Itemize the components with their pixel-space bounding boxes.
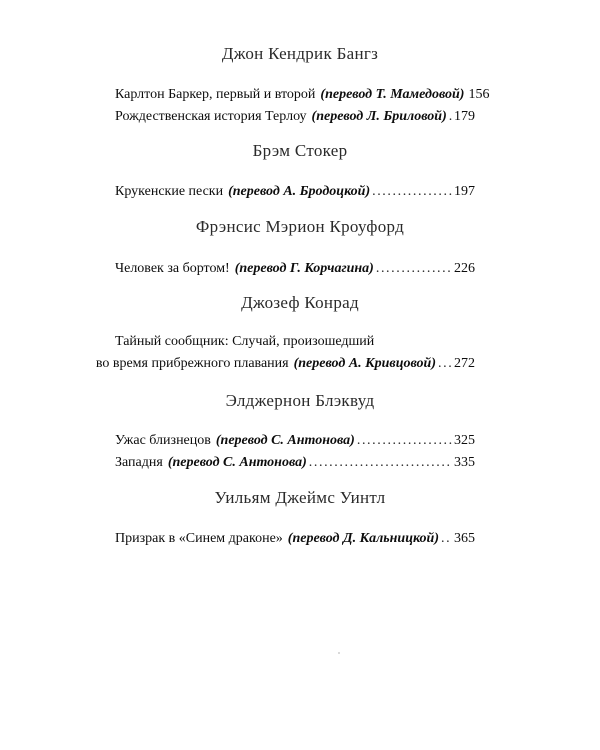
entry-title: Рождественская история Терлоу xyxy=(115,109,307,124)
entry-page-number: 325 xyxy=(454,433,475,448)
entry-translator: (перевод С. Антонова) xyxy=(215,433,355,448)
dot-leader xyxy=(309,454,452,472)
toc-entry xyxy=(0,355,475,373)
entry-title: Ужас близнецов xyxy=(115,433,211,448)
entry-translator: (перевод Д. Кальницкой) xyxy=(287,531,440,546)
entry-translator: (перевод Л. Бриловой) xyxy=(311,109,447,124)
toc-entry xyxy=(115,432,475,450)
entry-translator: (перевод А. Бродоцкой) xyxy=(228,184,371,199)
toc-entry xyxy=(115,454,475,472)
dot-leader xyxy=(376,260,452,278)
entry-translator: (перевод А. Кривцовой) xyxy=(293,356,436,371)
author-heading: Джон Кендрик Бангз xyxy=(221,44,379,63)
entry-page-number: 226 xyxy=(454,261,475,276)
author-heading: Элджернон Блэквуд xyxy=(225,391,375,410)
toc-entry xyxy=(115,86,490,104)
entry-title: Человек за бортом! xyxy=(115,261,230,276)
entry-title: Карлтон Баркер, первый и второй xyxy=(115,87,316,102)
entry-page-number: 365 xyxy=(454,531,475,546)
entry-title-line1: Тайный сообщник: Случай, произошедший xyxy=(115,334,375,349)
dot-leader xyxy=(357,432,452,450)
toc-entry xyxy=(115,260,475,278)
entry-title: Западня xyxy=(115,455,163,470)
entry-title: Крукенские пески xyxy=(115,184,224,199)
entry-page-number: 272 xyxy=(454,356,475,371)
entry-title-line2: во время прибрежного плавания xyxy=(95,356,289,371)
toc-entry xyxy=(115,108,475,126)
author-heading: Брэм Стокер xyxy=(252,141,348,160)
entry-page-number: 156 xyxy=(468,87,490,102)
entry-title: Призрак в «Синем драконе» xyxy=(115,531,283,546)
entry-page-number: 179 xyxy=(454,109,475,124)
entry-page-number: 335 xyxy=(454,455,475,470)
dot-leader xyxy=(441,530,452,548)
entry-page-number: 197 xyxy=(454,184,475,199)
dot-leader xyxy=(449,108,452,126)
entry-translator: (перевод Г. Корчагина) xyxy=(234,261,374,276)
toc-entry-line xyxy=(115,333,475,351)
author-heading: Фрэнсис Мэрион Кроуфорд xyxy=(195,217,405,236)
dot-leader xyxy=(438,355,452,373)
toc-entry xyxy=(115,530,475,548)
dot-leader xyxy=(372,183,452,201)
entry-translator: (перевод С. Антонова) xyxy=(167,455,307,470)
paper-speck xyxy=(338,652,340,654)
author-heading: Уильям Джеймс Уинтл xyxy=(214,488,386,507)
entry-translator: (перевод Т. Мамедовой) xyxy=(320,87,465,102)
toc-entry xyxy=(115,183,475,201)
author-heading: Джозеф Конрад xyxy=(241,293,359,312)
